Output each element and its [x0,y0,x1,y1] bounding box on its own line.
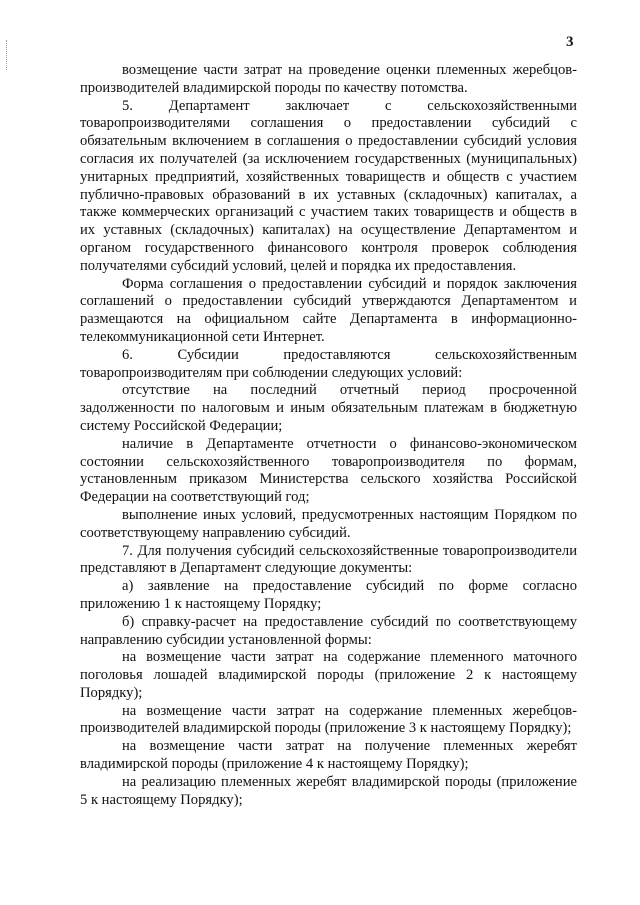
paragraph-condition-reporting: наличие в Департаменте отчетности о финансово-экономическом состоянии сельскохозяйственного товаропроизводителя по формам, установленным приказом Министерства сельского хозяйства Российской Федерации на соответствующий год; [80,435,577,506]
paragraph-appendix-2: на возмещение части затрат на содержание племенного маточного поголовья лошадей владимирской породы (приложение 2 к настоящему Порядку); [80,649,577,701]
document-body [80,62,577,809]
paragraph-appendix-3: на возмещение части затрат на содержание племенных жеребцов-производителей владимирской породы (приложение 3 к настоящему Порядку); [80,702,577,737]
paragraph-item-7b: б) справку-расчет на предоставление субсидий по соответствующему направлению субсидии установленной формы: [80,613,577,648]
paragraph-appendix-4: на возмещение части затрат на получение племенных жеребят владимирской породы (приложение 4 к настоящему Порядку); [80,738,577,773]
paragraph-item-5: 5. Департамент заключает с сельскохозяйственными товаропроизводителями соглашения о предоставлении субсидий с обязательным включением в соглашения о предоставлении субсидий условия согласия их получателей (за исключением государственных (муниципальных) унитарных предприятий, хозяйственных товариществ и обществ с участием публично-правовых образований в их уставных (складочных) капиталах, а также коммерческих организаций с участием таких товариществ и обществ в их уставных (складочных) капиталах) на осуществление Департаментом и органом государственного финансового контроля проверок соблюдения получателями субсидий условий, целей и порядка их предоставления. [80,97,577,274]
paragraph-appendix-5: на реализацию племенных жеребят владимирской породы (приложение 5 к настоящему Порядку); [80,773,577,808]
paragraph-condition-other: выполнение иных условий, предусмотренных настоящим Порядком по соответствующему направлению субсидий. [80,506,577,541]
page-number: 3 [566,34,574,50]
paragraph-agreement-form: Форма соглашения о предоставлении субсидий и порядок заключения соглашений о предоставлении субсидий утверждаются Департаментом и размещаются на официальном сайте Департамента в информационно-телекоммуникационной сети Интернет. [80,275,577,345]
scan-edge-mark [6,40,8,70]
paragraph-item-7a: а) заявление на предоставление субсидий по форме согласно приложению 1 к настоящему Порядку; [80,578,577,612]
paragraph-continuation: возмещение части затрат на проведение оценки племенных жеребцов-производителей владимирской породы по качеству потомства. [80,62,577,96]
paragraph-item-6: 6. Субсидии предоставляются сельскохозяйственным товаропроизводителям при соблюдении следующих условий: [80,346,577,381]
paragraph-condition-no-debt: отсутствие на последний отчетный период просроченной задолженности по налоговым и иным обязательным платежам в бюджетную систему Российской Федерации; [80,382,577,434]
paragraph-item-7: 7. Для получения субсидий сельскохозяйственные товаропроизводители представляют в Департамент следующие документы: [80,542,577,577]
